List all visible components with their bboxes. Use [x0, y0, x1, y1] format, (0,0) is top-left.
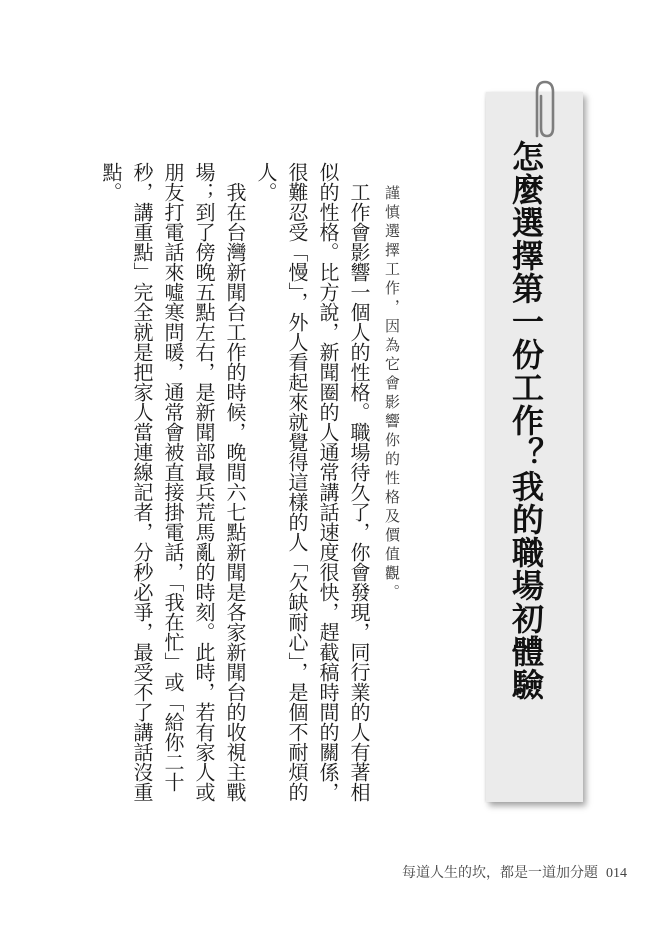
body-text — [95, 162, 374, 802]
page-number: 014 — [606, 866, 627, 881]
chapter-subtitle: 謹慎選擇工作，因為它會影響你的性格及價值觀。 — [383, 185, 401, 603]
paragraph: 工作會影響一個人的性格。職場待久了，你會發現，同行業的人有著相似的性格。比方說，新聞圈的人通常講話速度很快，趕截稿時間的關係，很難忍受「慢」，外人看起來就覺得這樣的人「欠缺耐心」，是個不耐煩的人。 — [254, 162, 371, 802]
paperclip-icon — [523, 78, 563, 142]
chapter-title: 怎麼選擇第一份工作？我的職場初體驗 — [507, 140, 545, 701]
book-title: 每道人生的坎，都是一道加分題 — [402, 865, 598, 881]
paragraph: 我在台灣新聞台工作的時候，晚間六七點新聞是各家新聞台的收視主戰場；到了傍晚五點左右，是新聞部最兵荒馬亂的時刻。此時，若有家人或朋友打電話來噓寒問暖，通常會被直接掛電話，「我在忙」或「給你二十秒，講重點」完全就是把家人當連線記者，分秒必爭，最受不了講話沒重點。 — [99, 162, 247, 802]
page-footer — [402, 862, 627, 882]
